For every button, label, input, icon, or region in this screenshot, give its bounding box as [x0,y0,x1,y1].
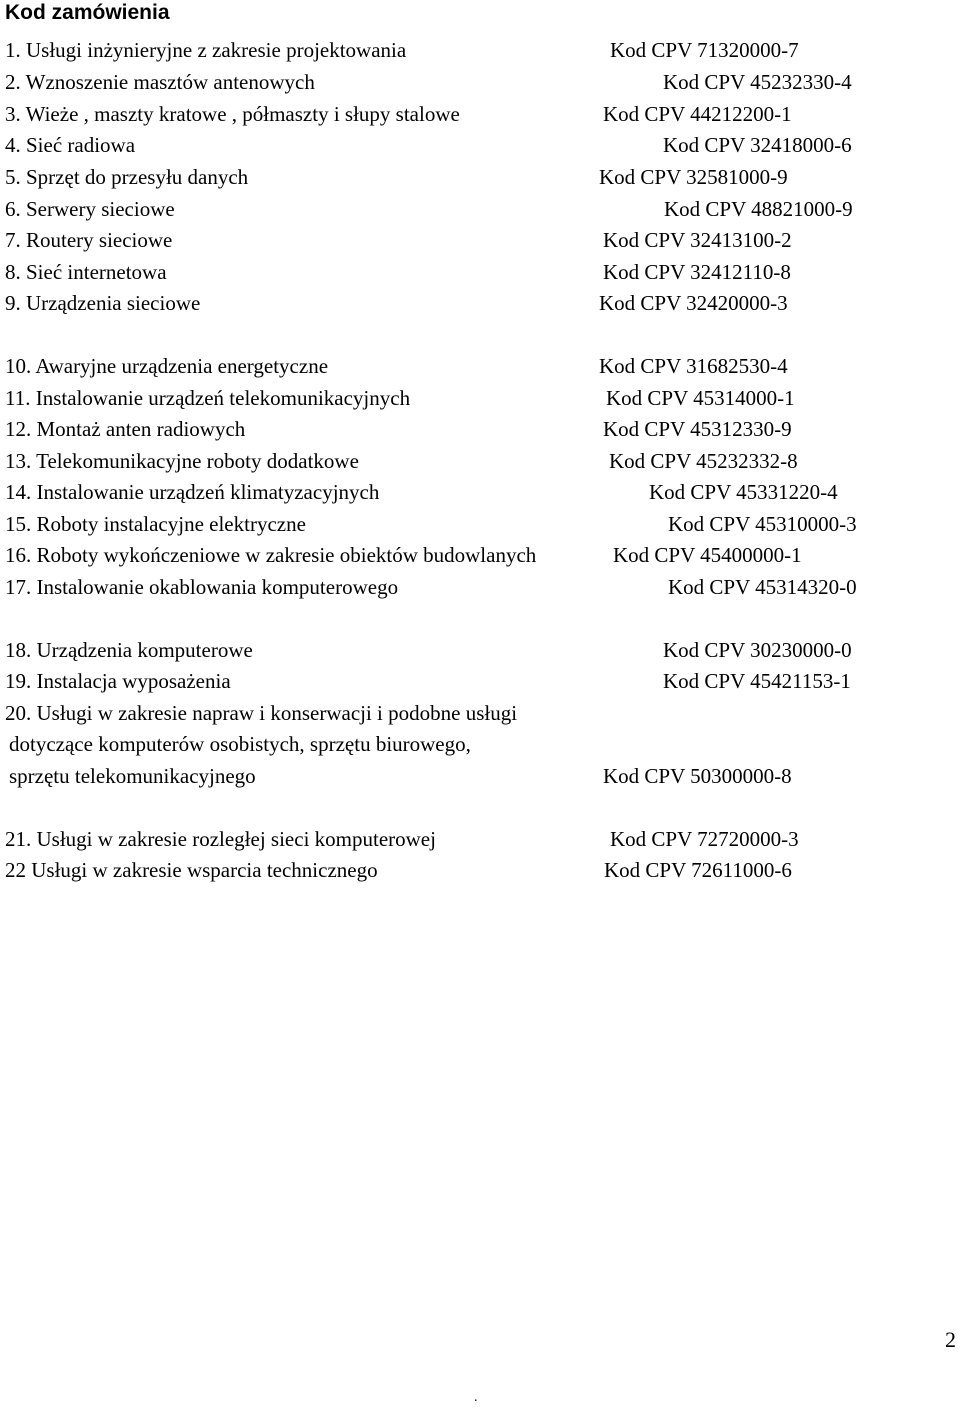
item-code: Kod CPV 48821000-9 [664,197,853,221]
item-code: Kod CPV 45232332-8 [609,449,798,473]
list-item [0,352,960,380]
list-item [0,289,960,317]
item-label: 8. Sieć internetowa [5,260,167,284]
item-label: sprzętu telekomunikacyjnego [9,764,256,788]
item-label: 21. Usługi w zakresie rozległej sieci komputerowej [5,827,436,851]
item-label: 22 Usługi w zakresie wsparcia technicznego [5,858,378,882]
item-label: 15. Roboty instalacyjne elektryczne [5,512,306,536]
list-item [0,447,960,475]
item-code: Kod CPV 32413100-2 [603,228,792,252]
list-item [0,510,960,538]
item-code: Kod CPV 31682530-4 [599,354,788,378]
item-label: 2. Wznoszenie masztów antenowych [5,70,315,94]
item-code: Kod CPV 45314320-0 [668,575,857,599]
item-code: Kod CPV 32418000-6 [663,133,852,157]
item-label: 4. Sieć radiowa [5,133,136,157]
item-label: 18. Urządzenia komputerowe [5,638,253,662]
list-item [0,856,960,884]
list-item [0,541,960,569]
list-item [0,226,960,254]
item-label: dotyczące komputerów osobistych, sprzętu biurowego, [9,732,471,756]
item-label: 10. Awaryjne urządzenia energetyczne [5,354,329,378]
item-label: 11. Instalowanie urządzeń telekomunikacyjnych [5,386,411,410]
item-code: Kod CPV 44212200-1 [603,102,792,126]
item-label: 1. Usługi inżynieryjne z zakresie projektowania [5,38,407,62]
item-label: 5. Sprzęt do przesyłu danych [5,165,249,189]
list-item [0,667,960,695]
item-label: 17. Instalowanie okablowania komputerowego [5,575,399,599]
item-code: Kod CPV 72611000-6 [604,858,792,882]
item-label: 7. Routery sieciowe [5,228,173,252]
list-item [0,762,960,790]
list-item [0,415,960,443]
list-item [0,730,960,758]
list-item [0,636,960,664]
list-item [0,100,960,128]
item-code: Kod CPV 32412110-8 [603,260,791,284]
list-item [0,573,960,601]
list-item [0,384,960,412]
item-code: Kod CPV 45232330-4 [663,70,852,94]
list-item [0,825,960,853]
item-code: Kod CPV 30230000-0 [663,638,852,662]
item-label: 13. Telekomunikacyjne roboty dodatkowe [5,449,359,473]
item-code: Kod CPV 45400000-1 [613,543,802,567]
item-label: 16. Roboty wykończeniowe w zakresie obiektów budowlanych [5,543,537,567]
item-code: Kod CPV 32581000-9 [599,165,788,189]
item-label: 3. Wieże , maszty kratowe , półmaszty i słupy stalowe [5,102,460,126]
list-item [0,68,960,96]
footer-mark: . [474,1390,478,1405]
item-code: Kod CPV 45421153-1 [663,669,851,693]
document-title: Kod zamówienia [5,1,170,24]
list-item [0,478,960,506]
item-label: 19. Instalacja wyposażenia [5,669,231,693]
item-code: Kod CPV 45312330-9 [603,417,792,441]
item-code: Kod CPV 71320000-7 [610,38,799,62]
item-code: Kod CPV 45331220-4 [649,480,838,504]
list-item [0,36,960,64]
item-code: Kod CPV 45310000-3 [668,512,857,536]
item-code: Kod CPV 50300000-8 [603,764,792,788]
item-label: 12. Montaż anten radiowych [5,417,246,441]
item-label: 6. Serwery sieciowe [5,197,175,221]
list-item [0,258,960,286]
item-code: Kod CPV 72720000-3 [610,827,799,851]
page-number: 2 [945,1327,956,1352]
item-label: 20. Usługi w zakresie napraw i konserwacji i podobne usługi [5,701,518,725]
list-item [0,699,960,727]
list-item [0,195,960,223]
list-item [0,131,960,159]
item-label: 14. Instalowanie urządzeń klimatyzacyjnych [5,480,380,504]
item-label: 9. Urządzenia sieciowe [5,291,201,315]
list-item [0,163,960,191]
item-code: Kod CPV 32420000-3 [599,291,788,315]
item-code: Kod CPV 45314000-1 [606,386,795,410]
